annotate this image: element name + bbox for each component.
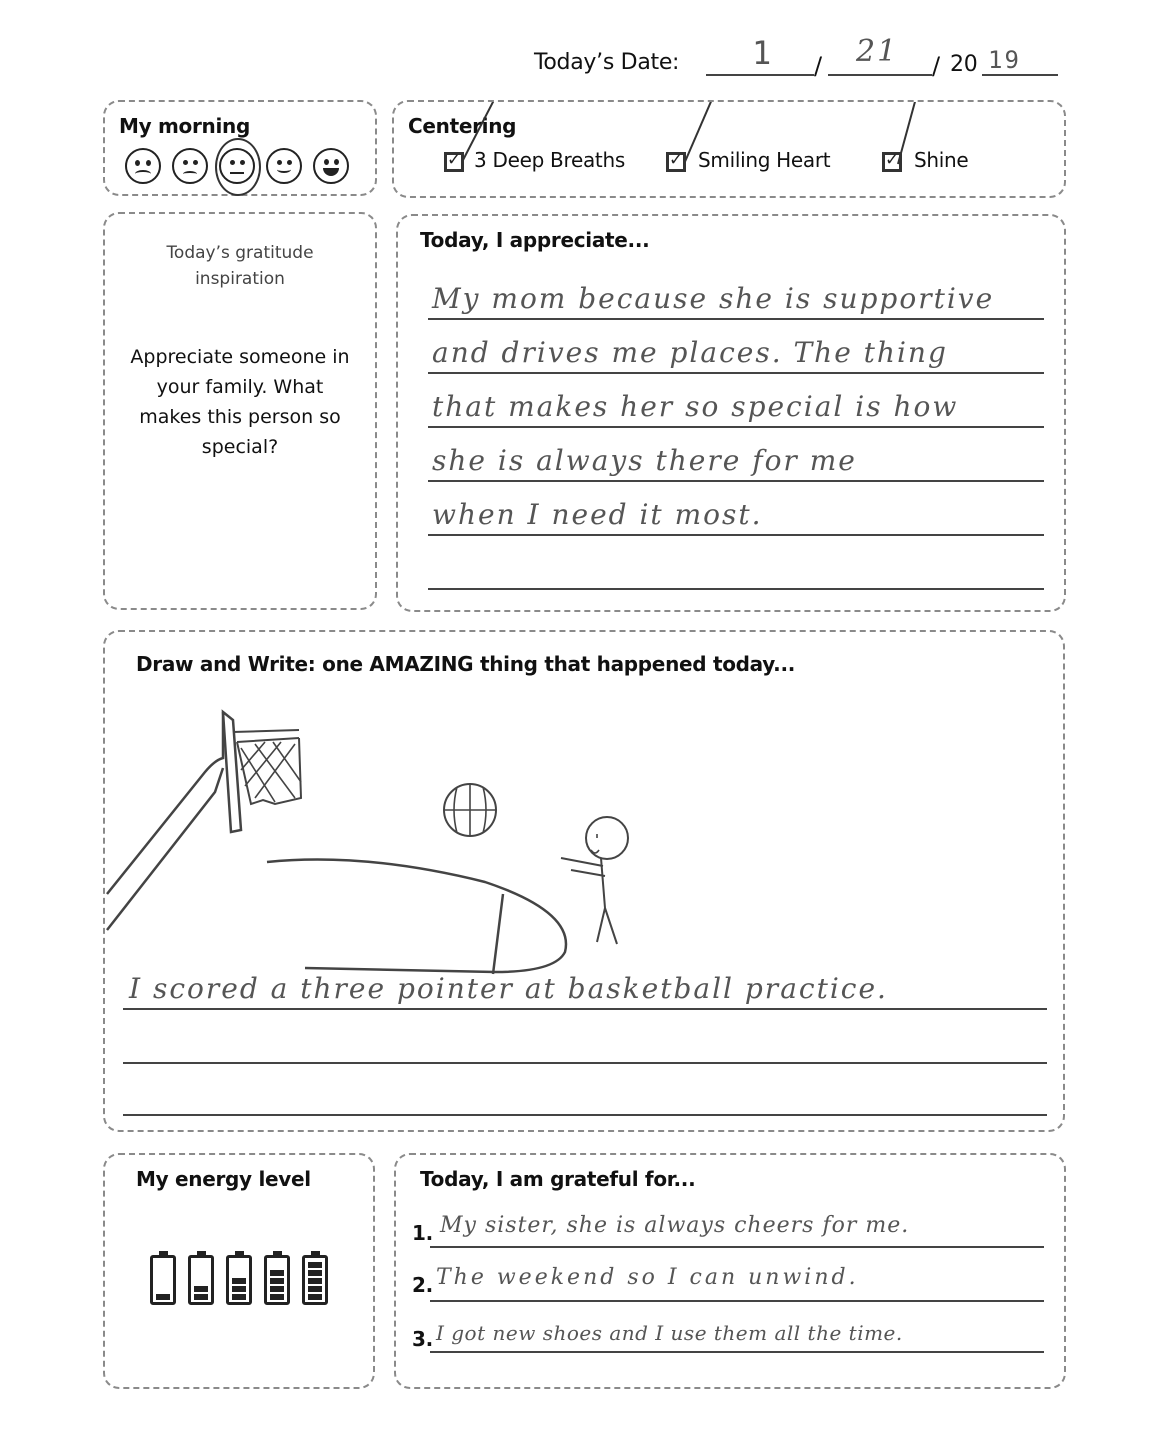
appreciate-rule-1 <box>428 318 1044 320</box>
appreciate-rule-4 <box>428 480 1044 482</box>
date-year-suffix[interactable]: 19 <box>988 46 1021 74</box>
smiling-heart-label: Smiling Heart <box>698 148 831 172</box>
energy-box <box>103 1153 375 1389</box>
inspiration-title: Today’s gratitude inspiration <box>166 243 314 289</box>
very-happy-face-icon[interactable] <box>313 148 349 184</box>
grateful-box <box>394 1153 1066 1389</box>
battery-level-4-icon[interactable] <box>264 1255 290 1305</box>
sad-face-icon[interactable] <box>172 148 208 184</box>
battery-level-1-icon[interactable] <box>150 1255 176 1305</box>
grateful-label: Today, I am grateful for... <box>420 1167 696 1191</box>
date-month[interactable]: 1 <box>752 34 774 72</box>
amazing-rule-3 <box>123 1114 1047 1116</box>
appreciate-box <box>396 214 1066 612</box>
very-sad-face-icon[interactable] <box>125 148 161 184</box>
grateful-rule-1 <box>430 1246 1044 1248</box>
appreciate-rule-3 <box>428 426 1044 428</box>
month-line <box>706 74 814 76</box>
battery-level-2-icon[interactable] <box>188 1255 214 1305</box>
appreciate-line-3[interactable]: that makes her so special is how <box>432 390 959 423</box>
appreciate-rule-6 <box>428 588 1044 590</box>
appreciate-line-1[interactable]: My mom because she is supportive <box>432 282 995 315</box>
amazing-rule-1 <box>123 1008 1047 1010</box>
grateful-num-1: 1. <box>412 1221 433 1245</box>
centering-box <box>392 100 1066 198</box>
appreciate-label: Today, I appreciate... <box>420 228 650 252</box>
check-stroke-marks <box>394 102 1068 200</box>
battery-level-5-icon[interactable] <box>302 1255 328 1305</box>
appreciate-rule-5 <box>428 534 1044 536</box>
grateful-num-3: 3. <box>412 1327 433 1351</box>
appreciate-line-5[interactable]: when I need it most. <box>432 498 763 531</box>
morning-label: My morning <box>119 114 250 138</box>
grateful-item-1[interactable]: My sister, she is always cheers for me. <box>440 1213 910 1238</box>
selected-face-circle <box>215 138 261 196</box>
happy-face-icon[interactable] <box>266 148 302 184</box>
appreciate-rule-2 <box>428 372 1044 374</box>
amazing-label: Draw and Write: one AMAZING thing that happened today... <box>136 652 796 676</box>
centering-label: Centering <box>408 114 517 138</box>
deep-breaths-label: 3 Deep Breaths <box>474 148 625 172</box>
appreciate-line-4[interactable]: she is always there for me <box>432 444 857 477</box>
inspiration-prompt: Appreciate someone in your family. What makes this person so special? <box>130 346 350 458</box>
grateful-rule-3 <box>430 1351 1044 1353</box>
appreciate-line-2[interactable]: and drives me places. The thing <box>432 336 948 369</box>
amazing-line-1[interactable]: I scored a three pointer at basketball practice. <box>129 972 888 1005</box>
energy-label: My energy level <box>136 1167 311 1191</box>
grateful-num-2: 2. <box>412 1273 433 1297</box>
date-day[interactable]: 21 <box>856 34 899 69</box>
grateful-item-3[interactable]: I got new shoes and I use them all the time. <box>436 1321 903 1345</box>
battery-level-3-icon[interactable] <box>226 1255 252 1305</box>
amazing-rule-2 <box>123 1062 1047 1064</box>
date-slash-2: / <box>932 52 940 80</box>
date-label: Today’s Date: <box>534 50 680 75</box>
grateful-rule-2 <box>430 1300 1044 1302</box>
morning-box <box>103 100 377 196</box>
year-prefix: 20 <box>950 52 978 77</box>
year-line <box>982 74 1058 76</box>
grateful-item-2[interactable]: The weekend so I can unwind. <box>436 1265 859 1290</box>
date-slash-1: / <box>814 52 822 80</box>
day-line <box>828 74 932 76</box>
amazing-box <box>103 630 1065 1132</box>
shine-label: Shine <box>914 148 969 172</box>
inspiration-box <box>103 212 377 610</box>
